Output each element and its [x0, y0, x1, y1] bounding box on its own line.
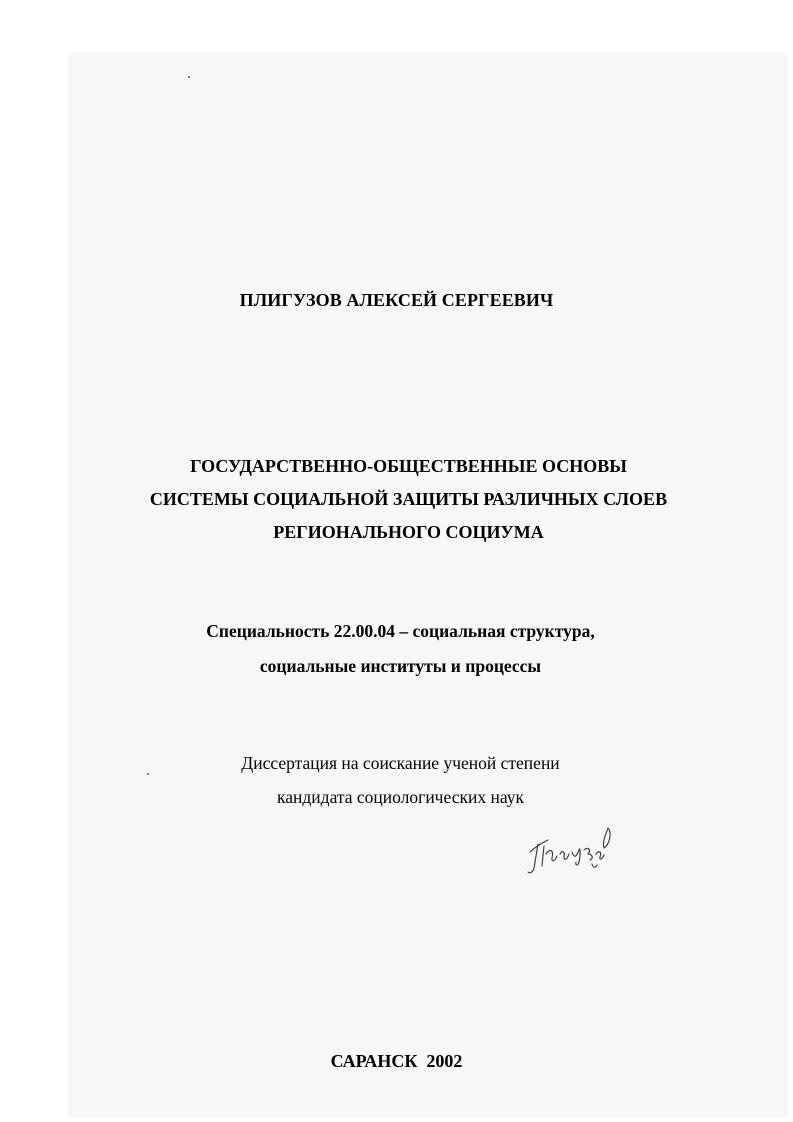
- page-sheet: [68, 52, 788, 1118]
- degree-line-1: Диссертация на соискание ученой степени: [241, 753, 560, 773]
- handwritten-signature: [524, 824, 620, 880]
- city-year: САРАНСК 2002: [330, 1051, 463, 1071]
- scan-speck: [188, 76, 190, 78]
- author-name: ПЛИГУЗОВ АЛЕКСЕЙ СЕРГЕЕВИЧ: [239, 290, 554, 310]
- dissertation-title-line-2: СИСТЕМЫ СОЦИАЛЬНОЙ ЗАЩИТЫ РАЗЛИЧНЫХ СЛОЕВ: [149, 489, 668, 509]
- specialty-line-2: социальные институты и процессы: [259, 656, 542, 676]
- dissertation-title-line-3: РЕГИОНАЛЬНОГО СОЦИУМА: [273, 522, 544, 542]
- specialty-line-1: Специальность 22.00.04 – социальная структура,: [206, 621, 595, 641]
- degree-line-2: кандидата социологических наук: [277, 787, 524, 807]
- dissertation-title-line-1: ГОСУДАРСТВЕННО-ОБЩЕСТВЕННЫЕ ОСНОВЫ: [190, 456, 627, 476]
